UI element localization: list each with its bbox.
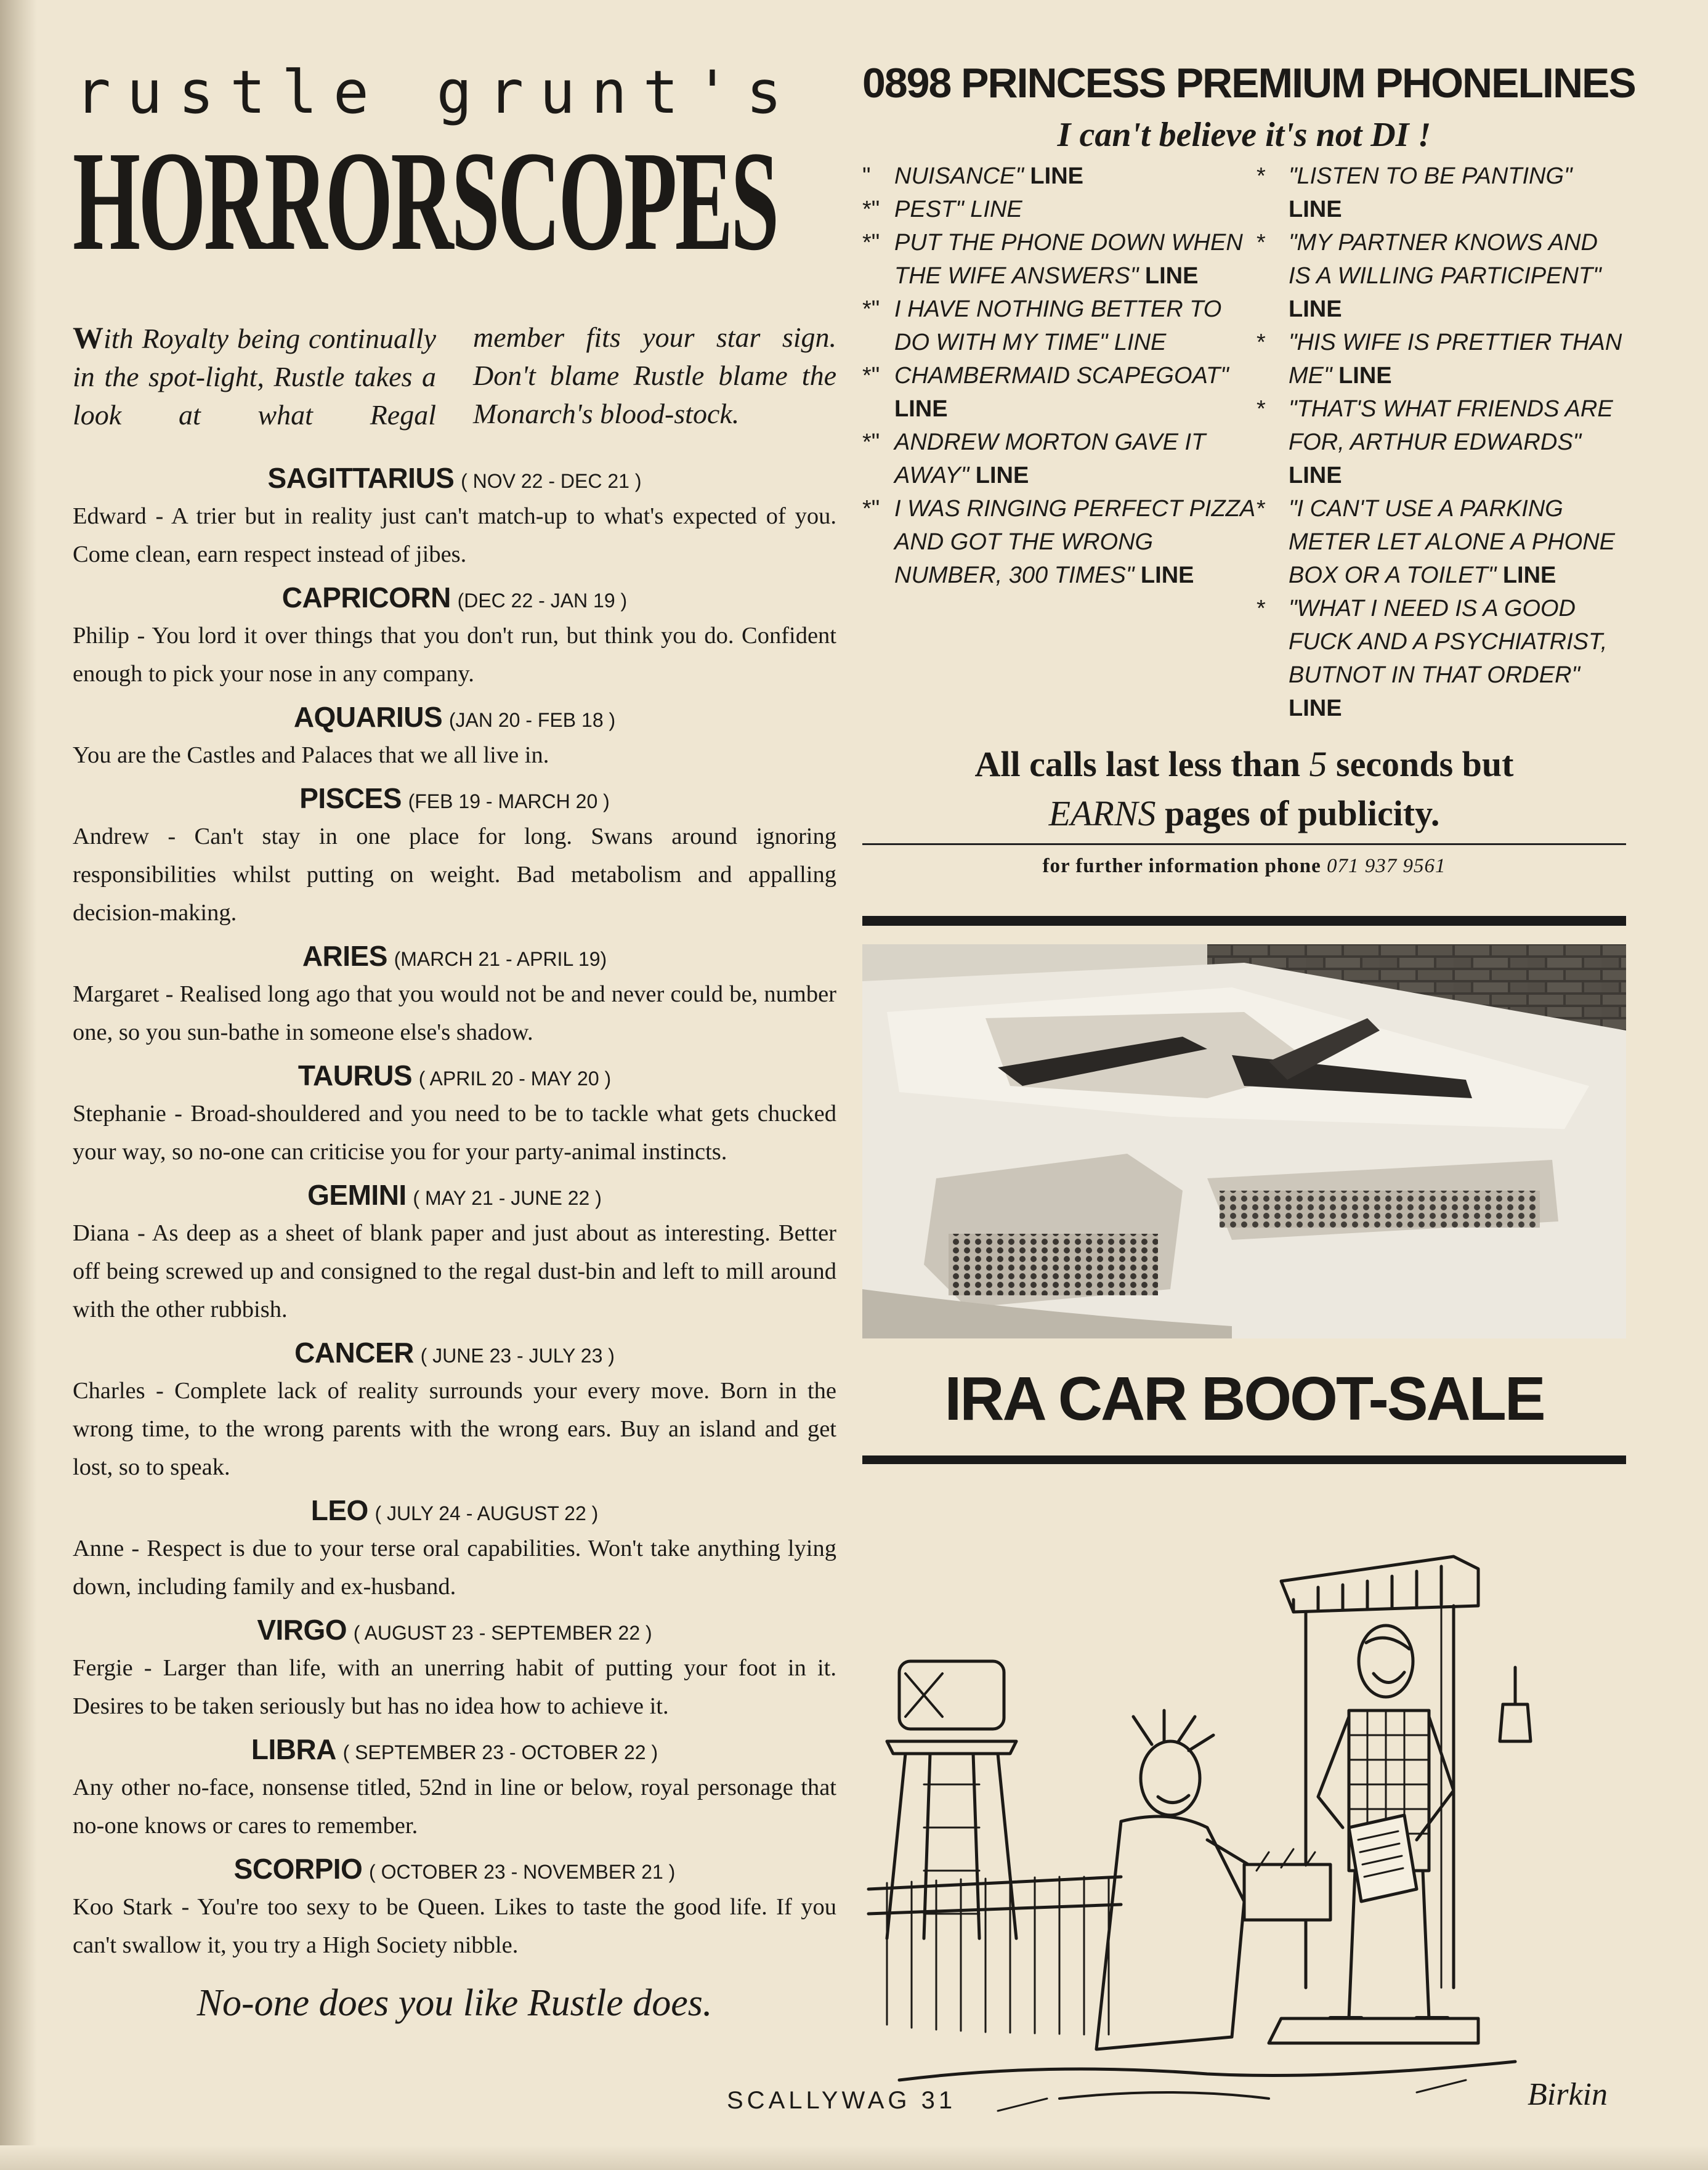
page-binding-shadow	[0, 0, 37, 2170]
weapons-photo-illustration	[862, 944, 1626, 1338]
intro-dropcap: W	[73, 320, 103, 355]
sign-heading	[73, 779, 836, 817]
phoneline-item	[862, 492, 1257, 592]
sign-name: VIRGO	[257, 1614, 347, 1646]
phoneline-line-label: LINE	[1338, 363, 1392, 389]
sign-dates: ( OCTOBER 23 - NOVEMBER 21 )	[369, 1861, 676, 1883]
cartoon-illustration	[862, 1507, 1626, 2136]
phonelines-column-left	[862, 160, 1257, 725]
sign-dates: (DEC 22 - JAN 19 )	[457, 589, 628, 612]
sign-dates: ( JUNE 23 - JULY 23 )	[420, 1345, 615, 1367]
phoneline-item	[1257, 592, 1626, 725]
phoneline-text-wrap	[894, 359, 1257, 426]
sign-name: AQUARIUS	[293, 701, 443, 733]
calls-slogan	[862, 740, 1626, 838]
calls-number: 5	[1309, 744, 1327, 784]
sign-name: LIBRA	[251, 1733, 336, 1765]
boot-sale-bottom-rule	[862, 1455, 1626, 1464]
phoneline-bullet: "	[862, 163, 871, 189]
phoneline-line-label: LINE	[1140, 562, 1194, 588]
phoneline-bullet: *"	[862, 363, 880, 389]
phoneline-text-wrap	[894, 293, 1257, 359]
phoneline-text: "MY PARTNER KNOWS AND IS A WILLING PARTICIPENT"	[1289, 230, 1601, 289]
phoneline-text-wrap	[894, 492, 1257, 592]
phoneline-text-wrap	[894, 226, 1257, 293]
article-title: HORRORSCOPES	[73, 122, 777, 280]
sign-description: Charles - Complete lack of reality surrounds your every move. Born in the wrong time, to the wrong parents with the wrong ears. Buy an island and get lost, so to speak.	[73, 1378, 836, 1480]
sign-heading	[73, 1491, 836, 1529]
calls-text-c: pages of publicity.	[1165, 793, 1440, 833]
sign-dates: ( APRIL 20 - MAY 20 )	[418, 1067, 612, 1090]
sign-dates: ( JULY 24 - AUGUST 22 )	[374, 1502, 599, 1524]
sign-heading	[73, 1056, 836, 1095]
phoneline-bullet: *"	[862, 429, 880, 455]
page-bottom-edge	[0, 2145, 1708, 2170]
phoneline-bullet: *	[1257, 230, 1266, 256]
phoneline-text: PEST" LINE	[894, 196, 1022, 222]
phoneline-text: CHAMBERMAID SCAPEGOAT"	[894, 363, 1229, 389]
phoneline-line-label: LINE	[1289, 296, 1342, 322]
phoneline-item	[1257, 392, 1626, 492]
phoneline-text-wrap	[1289, 592, 1626, 725]
sign-description: Diana - As deep as a sheet of blank paper and just about as interesting. Better off being screwed up and consigned to the regal dust-bin and left to mill around with the other rubbish.	[73, 1220, 836, 1322]
phoneline-item	[862, 160, 1257, 193]
sign-name: PISCES	[299, 782, 402, 814]
weapons-photo	[862, 944, 1626, 1338]
sign-heading	[73, 698, 836, 736]
phoneline-text-wrap	[1289, 226, 1626, 326]
phoneline-item	[1257, 326, 1626, 392]
phoneline-text-wrap	[1289, 392, 1626, 492]
phoneline-text: I WAS RINGING PERFECT PIZZA AND GOT THE WRONG NUMBER, 300 TIMES"	[894, 496, 1255, 588]
sign-name: ARIES	[302, 940, 387, 972]
phoneline-item	[862, 426, 1257, 492]
phoneline-bullet: *	[1257, 496, 1266, 522]
sign-name: CAPRICORN	[281, 581, 451, 613]
intro-paragraph-right: member fits your star sign. Don't blame Rustle blame the Monarch's blood-stock.	[473, 322, 836, 429]
phoneline-text: I HAVE NOTHING BETTER TO DO WITH MY TIME" LINE	[894, 296, 1222, 355]
sign-name: CANCER	[294, 1337, 414, 1369]
info-label: for further information phone	[1042, 855, 1321, 877]
phoneline-line-label: LINE	[975, 463, 1029, 488]
sign-dates: (MARCH 21 - APRIL 19)	[394, 948, 607, 970]
sign-description: Stephanie - Broad-shouldered and you need to be to tackle what gets chucked your way, so no-one can criticise you for your party-animal instincts.	[73, 1101, 836, 1165]
sign-heading	[73, 1611, 836, 1649]
page-footer: SCALLYWAG 31	[727, 2087, 957, 2114]
phoneline-text-wrap	[894, 426, 1257, 492]
horrorscopes-article	[73, 55, 836, 2025]
phoneline-text: "LISTEN TO BE PANTING"	[1289, 163, 1572, 189]
sign-name: LEO	[310, 1494, 368, 1526]
phoneline-text-wrap	[894, 160, 1257, 193]
phoneline-bullet: *"	[862, 230, 880, 256]
horoscope-list	[73, 459, 836, 1964]
phoneline-line-label: LINE	[1289, 196, 1342, 222]
article-intro	[73, 318, 836, 434]
sign-heading	[73, 1334, 836, 1372]
phoneline-text-wrap	[1289, 326, 1626, 392]
sign-heading	[73, 937, 836, 975]
intro-paragraph-left	[73, 318, 436, 434]
phoneline-item	[1257, 492, 1626, 592]
article-byline: rustle grunt's	[75, 58, 798, 127]
calls-text-b: seconds but	[1336, 744, 1514, 784]
phoneline-item	[862, 193, 1257, 226]
phoneline-item	[1257, 226, 1626, 326]
sign-dates: (FEB 19 - MARCH 20 )	[408, 790, 610, 812]
boot-sale-top-rule	[862, 916, 1626, 926]
intro-left-text: ith Royalty being continually in the spot-light, Rustle takes a look at what Regal	[73, 323, 436, 431]
phoneline-bullet: *"	[862, 496, 880, 522]
phoneline-item	[862, 359, 1257, 426]
phonelines-column-right	[1257, 160, 1626, 725]
phoneline-line-label: LINE	[894, 396, 948, 422]
phonelines-subtitle: I can't believe it's not DI !	[1057, 116, 1431, 154]
sign-name: SCORPIO	[233, 1853, 363, 1885]
sign-name: TAURUS	[297, 1059, 413, 1091]
phoneline-text: "THAT'S WHAT FRIENDS ARE FOR, ARTHUR EDWARDS"	[1289, 396, 1613, 455]
phoneline-line-label: LINE	[1502, 562, 1556, 588]
sign-dates: (JAN 20 - FEB 18 )	[448, 709, 616, 731]
article-closing-line: No-one does you like Rustle does.	[196, 1982, 713, 2024]
sign-heading	[73, 1176, 836, 1214]
phoneline-item	[1257, 160, 1626, 226]
right-column	[862, 59, 1635, 2136]
phoneline-bullet: *"	[862, 196, 880, 222]
phoneline-text-wrap	[1289, 492, 1626, 592]
boot-sale-caption: IRA CAR BOOT-SALE	[944, 1364, 1544, 1433]
sign-name: SAGITTARIUS	[267, 462, 455, 494]
sign-description: Anne - Respect is due to your terse oral capabilities. Won't take anything lying down, including family and ex-husband.	[73, 1536, 836, 1600]
phoneline-line-label: LINE	[1289, 695, 1342, 721]
phoneline-text: "HIS WIFE IS PRETTIER THAN ME"	[1289, 330, 1622, 389]
sign-description: You are the Castles and Palaces that we all live in.	[73, 742, 549, 768]
sign-heading	[73, 578, 836, 617]
sign-heading	[73, 459, 836, 497]
sign-description: Edward - A trier but in reality just can't match-up to what's expected of you. Come clean, earn respect instead of jibes.	[73, 503, 836, 567]
phoneline-bullet: *	[1257, 163, 1266, 189]
phoneline-item	[862, 293, 1257, 359]
phoneline-text-wrap	[1289, 160, 1626, 226]
phoneline-bullet: *	[1257, 396, 1266, 422]
info-line	[862, 855, 1626, 878]
phoneline-item	[862, 226, 1257, 293]
sign-description: Any other no-face, nonsense titled, 52nd in line or below, royal personage that no-one knows or cares to remember.	[73, 1775, 836, 1839]
calls-text-a: All calls last less than	[974, 744, 1300, 784]
phoneline-line-label: LINE	[1030, 163, 1083, 189]
cartoon-signature: Birkin	[1528, 2077, 1608, 2112]
sign-description: Koo Stark - You're too sexy to be Queen. Likes to taste the good life. If you can't swallow it, you try a High Society nibble.	[73, 1894, 836, 1958]
phoneline-text: NUISANCE"	[894, 163, 1024, 189]
sign-description: Margaret - Realised long ago that you would not be and never could be, number one, so you sun-bathe in someone else's shadow.	[73, 981, 836, 1045]
sign-dates: ( AUGUST 23 - SEPTEMBER 22 )	[353, 1622, 652, 1644]
sign-description: Andrew - Can't stay in one place for long. Swans around ignoring responsibilities whilst putting on weight. Bad metabolism and appalling decision-making.	[73, 824, 836, 926]
phonelines-title: 0898 PRINCESS PREMIUM PHONELINES	[862, 60, 1635, 107]
phoneline-text: "I CAN'T USE A PARKING METER LET ALONE A PHONE BOX OR A TOILET"	[1289, 496, 1615, 588]
phoneline-text: PUT THE PHONE DOWN WHEN THE WIFE ANSWERS"	[894, 230, 1243, 289]
phonelines-list	[862, 160, 1626, 725]
phoneline-text: "WHAT I NEED IS A GOOD FUCK AND A PSYCHIATRIST, BUTNOT IN THAT ORDER"	[1289, 596, 1608, 688]
phoneline-bullet: *"	[862, 296, 880, 322]
sign-heading	[73, 1850, 836, 1888]
phoneline-bullet: *	[1257, 596, 1266, 621]
boot-sale-cartoon	[862, 1507, 1626, 2136]
rule-divider	[862, 843, 1626, 845]
sign-description: Fergie - Larger than life, with an unerring habit of putting your foot in it. Desires to be taken seriously but has no idea how to achieve it.	[73, 1655, 836, 1719]
sign-dates: ( NOV 22 - DEC 21 )	[461, 470, 642, 492]
phoneline-line-label: LINE	[1289, 463, 1342, 488]
phoneline-text-wrap	[894, 193, 1257, 226]
sign-description: Philip - You lord it over things that you don't run, but think you do. Confident enough to pick your nose in any company.	[73, 623, 836, 687]
phoneline-text: ANDREW MORTON GAVE IT AWAY"	[894, 429, 1206, 488]
sign-heading	[73, 1730, 836, 1768]
phoneline-line-label: LINE	[1144, 263, 1199, 289]
info-phone-number: 071 937 9561	[1326, 855, 1446, 877]
phoneline-bullet: *	[1257, 330, 1266, 355]
sign-name: GEMINI	[307, 1179, 407, 1211]
calls-earns: EARNS	[1048, 793, 1156, 833]
sign-dates: ( MAY 21 - JUNE 22 )	[413, 1187, 602, 1209]
sign-dates: ( SEPTEMBER 23 - OCTOBER 22 )	[342, 1741, 658, 1763]
